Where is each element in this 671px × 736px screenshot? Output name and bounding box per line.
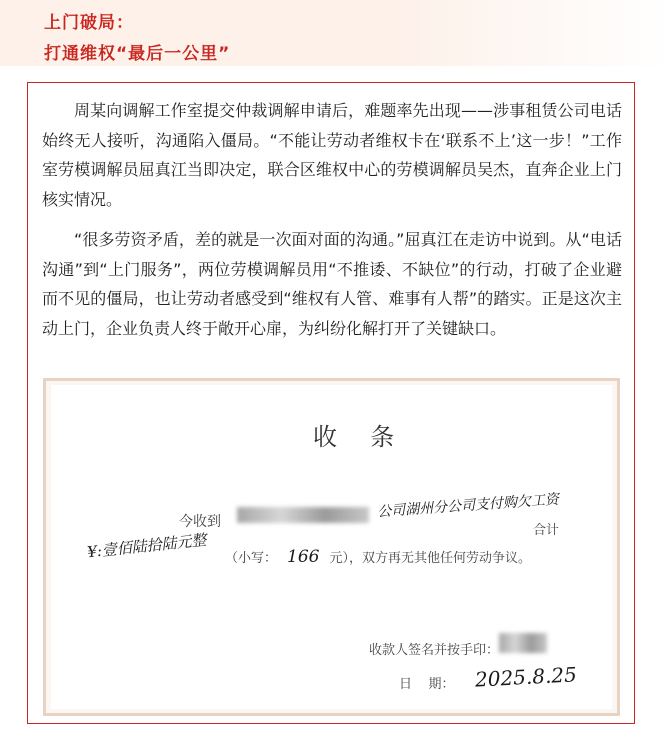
receipt-received-from: 今收到 bbox=[179, 514, 221, 530]
redacted-company-name bbox=[237, 507, 369, 523]
receipt-total-label: 合计 bbox=[533, 523, 560, 538]
receipt-signature-label: 收款人签名并按手印： bbox=[369, 643, 500, 658]
article-paragraph-2: “很多劳资矛盾，差的就是一次面对面的沟通。”屈真江在走访中说到。从“电话沟通”到“上门服务”，两位劳模调解员用“不推诿、不缺位”的行动，打破了企业避而不见的僵局，也让劳动者感受到“维权有人管、难事有人帮”的踏实。正是这次主动上门，企业负责人终于敞开心扉，为纠纷化解打开了关键缺口。 bbox=[42, 230, 622, 338]
receipt-amount-prefix: （小写： bbox=[225, 551, 278, 566]
receipt-date-label: 日 期： bbox=[399, 677, 455, 692]
receipt-handwritten-company: 公司湖州分公司支付购欠工资 bbox=[376, 491, 560, 521]
receipt-handwritten-amount: ¥:壹佰陆拾陆元整 bbox=[86, 530, 208, 562]
receipt-title: 收 条 bbox=[313, 423, 401, 451]
redacted-signature bbox=[499, 633, 547, 653]
article-paragraph-1: 周某向调解工作室提交仲裁调解申请后，难题率先出现——涉事租赁公司电话始终无人接听，沟通陷入僵局。“不能让劳动者维权卡在‘联系不上’这一步！”工作室劳模调解员屈真江当即决定，联合区维权中心的劳模调解员吴杰，直奔企业上门核实情况。 bbox=[42, 101, 622, 209]
section-subtitle: 打通维权“最后一公里” bbox=[44, 44, 231, 64]
receipt-amount-value: 166 bbox=[287, 547, 320, 567]
receipt-handwritten-date: 2025.8.25 bbox=[474, 662, 578, 692]
receipt-amount-line bbox=[225, 547, 531, 567]
receipt-amount-suffix: 元），双方再无其他任何劳动争议。 bbox=[329, 551, 531, 566]
receipt-photo bbox=[51, 385, 612, 709]
section-title: 上门破局： bbox=[44, 13, 134, 33]
